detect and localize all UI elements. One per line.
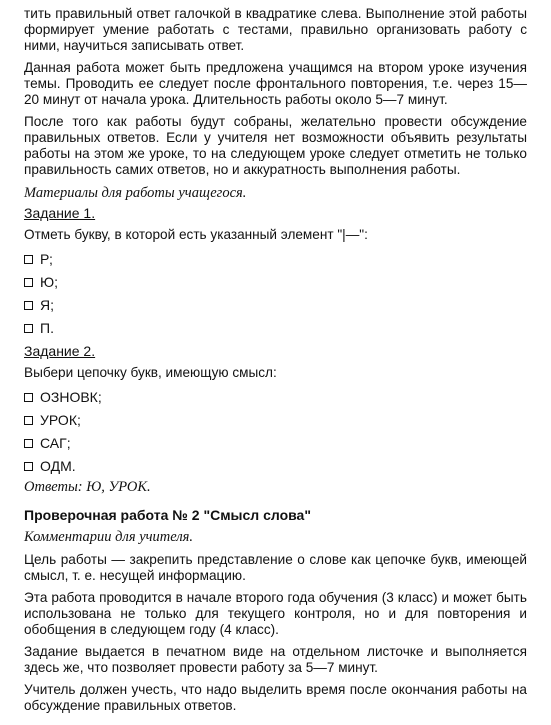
paragraph: тить правильный ответ галочкой в квадратике слева. Выполнение этой работы формирует умение работать с тестами, правильно организовать работу с ними, научиться записывать ответ. [24,6,527,53]
option-item[interactable] [24,409,527,432]
option-item[interactable] [24,294,527,317]
option-item[interactable] [24,317,527,340]
paragraph: Учитель должен учесть, что надо выделить время после окончания работы на обсуждение правильных ответов. [24,682,527,713]
checkbox-icon[interactable] [24,439,33,448]
task-1-question: Отметь букву, в которой есть указанный элемент "|—": [24,227,368,242]
option-item[interactable] [24,455,527,478]
checkbox-icon[interactable] [24,324,33,333]
task-2-options [24,386,527,478]
paragraph: Задание выдается в печатном виде на отдельном листочке и выполняется здесь же, что позволяет провести работу за 5—7 минут. [24,644,527,675]
option-label: ОДМ. [40,458,76,474]
option-item[interactable] [24,248,527,271]
checkbox-icon[interactable] [24,278,33,287]
comments-heading: Комментарии для учителя. [24,529,194,545]
paragraph: Цель работы — закрепить представление о слове как цепочке букв, имеющей смысл, т. е. несущей информацию. [24,552,527,583]
option-label: Ю; [40,274,59,290]
answers-line: Ответы: Ю, УРОК. [24,479,151,495]
task-1-options [24,248,527,340]
option-label: Я; [40,297,54,313]
paragraph: Данная работа может быть предложена учащимся на втором уроке изучения темы. Проводить ее следует после фронтального повторения, т.е. через 15—20 минут от начала урока. Длительность работы около 5—7 минут. [24,60,527,107]
checkbox-icon[interactable] [24,416,33,425]
option-label: П. [40,320,54,336]
option-label: Р; [40,251,53,267]
option-item[interactable] [24,271,527,294]
section-title: Проверочная работа № 2 "Смысл слова" [24,507,311,523]
checkbox-icon[interactable] [24,393,33,402]
option-label: УРОК; [40,412,81,428]
task-2-title: Задание 2. [24,343,96,359]
option-label: ОЗНОВК; [40,389,102,405]
materials-heading: Материалы для работы учащегося. [24,185,247,201]
checkbox-icon[interactable] [24,462,33,471]
paragraph: После того как работы будут собраны, желательно провести обсуждение правильных ответов. Если у учителя нет возможности объявить результаты работы на этом же уроке, то на следующем уроке следует отметить не только правильность самих ответов, но и аккуратность выполнения работы. [24,114,527,177]
option-label: САГ; [40,435,71,451]
paragraph: Эта работа проводится в начале второго года обучения (3 класс) и может быть использована не только для текущего контроля, но и для повторения и обобщения в следующем году (4 класс). [24,590,527,637]
task-2-question: Выбери цепочку букв, имеющую смысл: [24,365,277,380]
checkbox-icon[interactable] [24,301,33,310]
checkbox-icon[interactable] [24,255,33,264]
task-1-title: Задание 1. [24,205,96,221]
option-item[interactable] [24,386,527,409]
option-item[interactable] [24,432,527,455]
